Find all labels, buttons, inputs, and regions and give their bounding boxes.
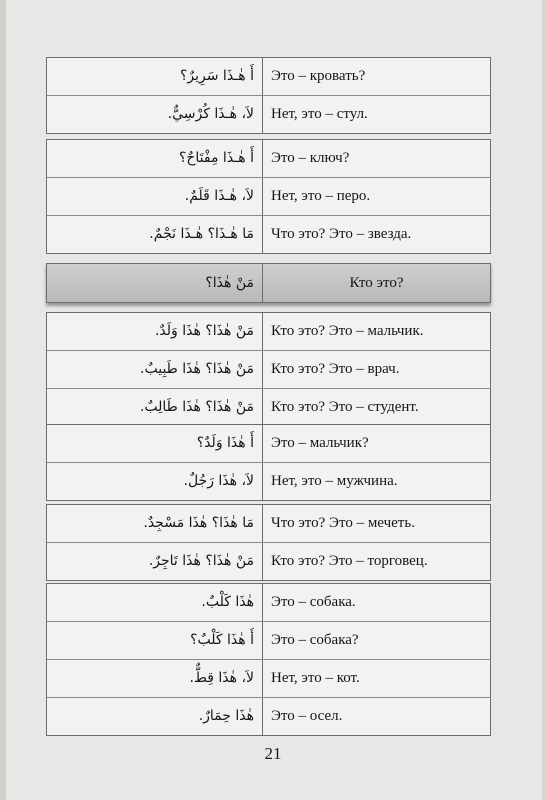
phrase-table-4 bbox=[46, 424, 491, 501]
russian-cell: Это – собака? bbox=[271, 632, 359, 648]
table-row bbox=[47, 505, 490, 542]
russian-cell: Нет, это – перо. bbox=[271, 188, 371, 204]
page-shadow-left bbox=[0, 0, 6, 800]
russian-cell: Кто это? Это – студент. bbox=[271, 399, 419, 415]
arabic-cell: مَنْ هٰذَا؟ هٰذَا طَبِيبٌ. bbox=[47, 351, 263, 388]
arabic-cell: مَنْ هٰذَا؟ هٰذَا طَالِبٌ. bbox=[47, 389, 263, 426]
table-row bbox=[47, 542, 490, 580]
page-number: 21 bbox=[264, 744, 282, 763]
section-header-arabic: مَنْ هٰذَا؟ bbox=[47, 264, 263, 302]
arabic-cell: مَا هٰذَا؟ هٰذَا مَسْجِدٌ. bbox=[47, 505, 263, 542]
russian-cell: Кто это? Это – врач. bbox=[271, 361, 400, 377]
russian-cell: Это – кровать? bbox=[271, 68, 366, 84]
phrase-table-1 bbox=[46, 57, 491, 134]
arabic-cell: أَ هٰـذَا مِفْتَاحٌ؟ bbox=[47, 140, 263, 177]
phrase-table-6 bbox=[46, 583, 491, 736]
table-row bbox=[47, 58, 490, 95]
russian-cell: Это – собака. bbox=[271, 594, 356, 610]
phrase-table-2 bbox=[46, 139, 491, 254]
arabic-cell: مَنْ هٰذَا؟ هٰذَا تَاجِرٌ. bbox=[47, 543, 263, 580]
russian-cell: Это – мальчик? bbox=[271, 435, 369, 451]
table-row bbox=[47, 425, 490, 462]
russian-cell: Нет, это – мужчина. bbox=[271, 473, 398, 489]
table-row bbox=[47, 462, 490, 500]
arabic-cell: لاَ، هٰـذَا قَلَمٌ. bbox=[47, 178, 263, 215]
arabic-cell: مَا هٰـذَا؟ هٰـذَا نَجْمٌ. bbox=[47, 216, 263, 253]
arabic-cell: لاَ، هٰـذَا كُرْسِيٌّ. bbox=[47, 96, 263, 133]
arabic-cell: هٰذَا حِمَارٌ. bbox=[47, 698, 263, 735]
table-row bbox=[47, 215, 490, 253]
arabic-cell: أَ هٰذَا وَلَدٌ؟ bbox=[47, 425, 263, 462]
table-row bbox=[47, 350, 490, 388]
page-shadow-right bbox=[542, 0, 546, 800]
russian-cell: Что это? Это – мечеть. bbox=[271, 515, 415, 531]
arabic-cell: لاَ، هٰذَا قِطٌّ. bbox=[47, 660, 263, 697]
section-header-russian: Кто это? bbox=[349, 275, 404, 291]
arabic-cell: أَ هٰذَا كَلْبٌ؟ bbox=[47, 622, 263, 659]
phrase-table-5 bbox=[46, 504, 491, 581]
table-row bbox=[47, 177, 490, 215]
arabic-cell: هٰذَا كَلْبٌ. bbox=[47, 584, 263, 621]
russian-cell: Что это? Это – звезда. bbox=[271, 226, 412, 242]
arabic-cell: أَ هٰـذَا سَرِيرٌ؟ bbox=[47, 58, 263, 95]
table-row bbox=[47, 584, 490, 621]
section-header bbox=[46, 263, 491, 303]
table-row bbox=[47, 313, 490, 350]
russian-cell: Нет, это – стул. bbox=[271, 106, 368, 122]
russian-cell: Кто это? Это – торговец. bbox=[271, 553, 428, 569]
table-row bbox=[47, 140, 490, 177]
russian-cell: Это – ключ? bbox=[271, 150, 350, 166]
table-row bbox=[47, 95, 490, 133]
arabic-cell: لاَ، هٰذَا رَجُلٌ. bbox=[47, 463, 263, 500]
table-row bbox=[47, 621, 490, 659]
russian-cell: Это – осел. bbox=[271, 708, 343, 724]
russian-cell: Нет, это – кот. bbox=[271, 670, 360, 686]
table-row bbox=[47, 388, 490, 426]
arabic-cell: مَنْ هٰذَا؟ هٰذَا وَلَدٌ. bbox=[47, 313, 263, 350]
russian-cell: Кто это? Это – мальчик. bbox=[271, 323, 424, 339]
table-row bbox=[47, 659, 490, 697]
phrase-table-3 bbox=[46, 312, 491, 427]
table-row bbox=[47, 697, 490, 735]
